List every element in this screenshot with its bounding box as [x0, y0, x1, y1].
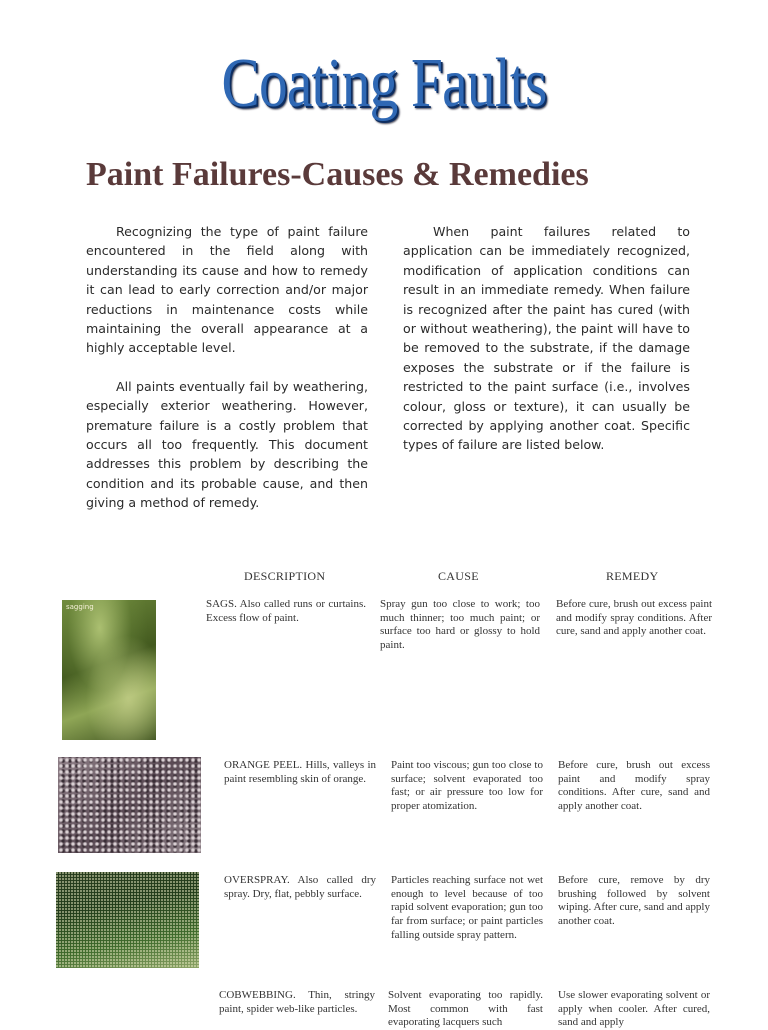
table-row-remedy: Before cure, remove by dry brushing followed by solvent wiping. After cure, sand and apply another coat. — [558, 874, 710, 928]
intro-left-column — [86, 222, 368, 532]
table-row-cause: Paint too viscous; gun too close to surface; solvent evaporated too fast; or air pressure too low for proper atomization. — [391, 759, 543, 813]
intro-paragraph: When paint failures related to application can be immediately recognized, modification of application conditions can result in an immediate remedy. When failure is recognized after the paint has cured (with or without weathering), the paint will have to be removed to the substrate, if the damage exposes the substrate or if the failure is restricted to the paint surface (i.e., involves colour, gloss or texture), it can usually be corrected by applying another coat. Specific types of failure are listed below. — [403, 224, 690, 453]
overspray-sample-image — [56, 872, 199, 968]
intro-paragraph: Recognizing the type of paint failure encountered in the field along with understanding its cause and how to remedy it can lead to early correction and/or major reductions in maintenance costs while maintaining the overall appearance at a highly acceptable level. — [86, 224, 368, 356]
header-cause: CAUSE — [438, 569, 479, 583]
intro-paragraph: All paints eventually fail by weathering, especially exterior weathering. However, premature failure is a costly problem that occurs all too frequently. This document addresses this problem by describing the condition and its probable cause, and then giving a method of remedy. — [86, 378, 368, 511]
orange-peel-sample-image — [58, 757, 201, 853]
sags-sample-image — [62, 600, 156, 740]
table-row-description: COBWEBBING. Thin, stringy paint, spider web-like particles. — [219, 989, 375, 1015]
table-row-remedy: Before cure, brush out excess paint and modify spray conditions. After cure, sand and apply another coat. — [556, 598, 712, 638]
table-row-description: ORANGE PEEL. Hills, valleys in paint resembling skin of orange. — [224, 759, 376, 785]
table-row-cause: Solvent evaporating too rapidly. Most common with fast evaporating lacquers such — [388, 989, 543, 1029]
sags-image-label: sagging — [66, 603, 94, 611]
table-row-remedy: Before cure, brush out excess paint and modify spray conditions. After cure, sand and apply another coat. — [558, 759, 710, 813]
table-row-description: SAGS. Also called runs or curtains. Excess flow of paint. — [206, 598, 366, 624]
table-row-remedy: Use slower evaporating solvent or apply when cooler. After cured, sand and apply — [558, 989, 710, 1029]
intro-right-column — [403, 222, 690, 474]
page-subtitle: Paint Failures-Causes & Remedies — [86, 156, 589, 193]
table-row-cause: Particles reaching surface not wet enough to level because of too rapid solvent evaporation; gun too far from surface; or paint particles falling outside spray pattern. — [391, 874, 543, 941]
table-row-cause: Spray gun too close to work; too much thinner; too much paint; or surface too hard or glossy to hold paint. — [380, 598, 540, 652]
header-description: DESCRIPTION — [244, 569, 326, 583]
page-title: Coating Faults — [221, 45, 547, 122]
header-remedy: REMEDY — [606, 569, 659, 583]
table-row-description: OVERSPRAY. Also called dry spray. Dry, flat, pebbly surface. — [224, 874, 376, 900]
